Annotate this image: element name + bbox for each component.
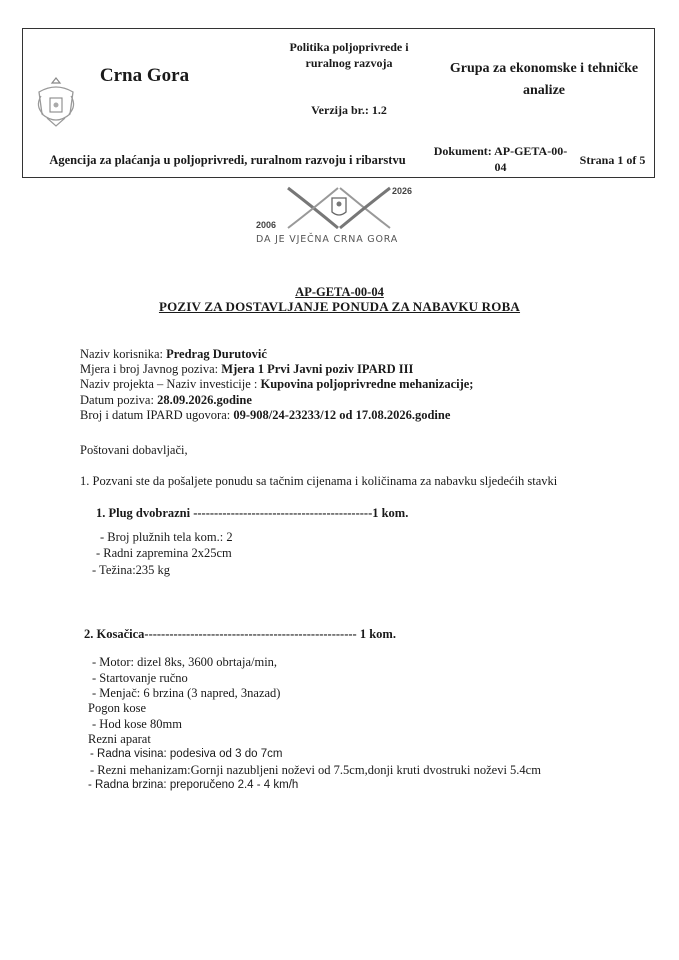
info-measure-label: Mjera i broj Javnog poziva:: [80, 362, 222, 376]
jubilee-logo: [254, 182, 424, 248]
policy-cell: [266, 29, 432, 79]
agency-text: Agencija za plaćanja u poljoprivredi, ruralnom razvoju i ribarstvu: [49, 152, 406, 167]
info-date-value: 28.09.2026.godine: [157, 393, 252, 407]
info-user-label: Naziv korisnika:: [80, 347, 167, 361]
info-user-value: Predrag Durutović: [166, 347, 267, 361]
agency-cell: [23, 141, 432, 179]
page-number: Strana 1 of 5: [579, 152, 646, 167]
info-project: [80, 377, 473, 392]
item-2-spec: - Rezni mehanizam:Gornji nazubljeni noževi od 7.5cm,donji kruti dvostruki noževi 5.4cm: [90, 763, 541, 777]
policy-text: Politika poljoprivrede i ruralnog razvoja: [289, 39, 409, 70]
document-heading: POZIV ZA DOSTAVLJANJE PONUDA ZA NABAVKU ROBA: [158, 299, 521, 314]
item-1-spec: - Radni zapremina 2x25cm: [96, 546, 232, 560]
info-date-label: Datum poziva:: [80, 393, 158, 407]
item-2-spec: - Startovanje ručno: [92, 671, 188, 685]
country-name: Crna Gora: [99, 65, 190, 86]
document-code: Dokument: AP-GETA-00-04: [433, 144, 568, 174]
item-1-spec: - Broj plužnih tela kom.: 2: [100, 530, 233, 544]
document-code-title: AP-GETA-00-04: [295, 285, 384, 299]
page-cell: [569, 141, 656, 179]
item-2-spec: - Hod kose 80mm: [92, 717, 182, 731]
info-project-value: Kupovina poljoprivredne mehanizacije;: [260, 377, 474, 391]
logo-slogan: DA JE VJEČNA CRNA GORA: [256, 234, 399, 245]
version-text: Verzija br.: 1.2: [311, 102, 387, 117]
xx-logo-icon: [284, 184, 394, 232]
group-text: Grupa za ekonomske i tehničke analize: [449, 61, 639, 98]
item-2-spec: - Radna visina: podesiva od 3 do 7cm: [90, 748, 283, 760]
item-2-spec: Rezni aparat: [88, 732, 151, 746]
item-1-title: 1. Plug dvobrazni -------------------------------------------1 kom.: [96, 506, 409, 520]
item-2-spec: - Radna brzina: preporučeno 2.4 - 4 km/h: [88, 779, 299, 791]
item-1-spec: - Težina:235 kg: [92, 563, 171, 577]
info-project-label: Naziv projekta – Naziv investicije :: [80, 377, 261, 391]
logo-year-start: 2006: [256, 220, 277, 230]
logo-year-end: 2026: [392, 186, 413, 196]
info-measure-value: Mjera 1 Prvi Javni poziv IPARD III: [221, 362, 414, 376]
document-cell: [432, 141, 569, 179]
item-2-spec: - Motor: dizel 8ks, 3600 obrtaja/min,: [92, 655, 278, 669]
document-header-table: [22, 28, 655, 178]
version-cell: [266, 79, 432, 141]
info-user: [80, 347, 267, 362]
info-contract-label: Broj i datum IPARD ugovora:: [80, 408, 234, 422]
info-contract-value: 09-908/24-23233/12 od 17.08.2026.godine: [233, 408, 451, 422]
item-2-spec: Pogon kose: [88, 701, 146, 715]
item-2-title: 2. Kosačica--------------------------------------------------- 1 kom.: [84, 627, 396, 641]
info-measure: [80, 362, 413, 377]
invitation-text: 1. Pozvani ste da pošaljete ponudu sa tačnim cijenama i količinama za nabavku sljedećih stavki: [80, 474, 558, 488]
group-cell: [432, 29, 656, 141]
item-2-spec: - Menjač: 6 brzina (3 napred, 3nazad): [92, 686, 281, 700]
coat-of-arms-icon: [33, 74, 79, 134]
greeting: Poštovani dobavljači,: [80, 443, 188, 457]
info-contract: [80, 408, 450, 423]
info-date: [80, 393, 252, 408]
